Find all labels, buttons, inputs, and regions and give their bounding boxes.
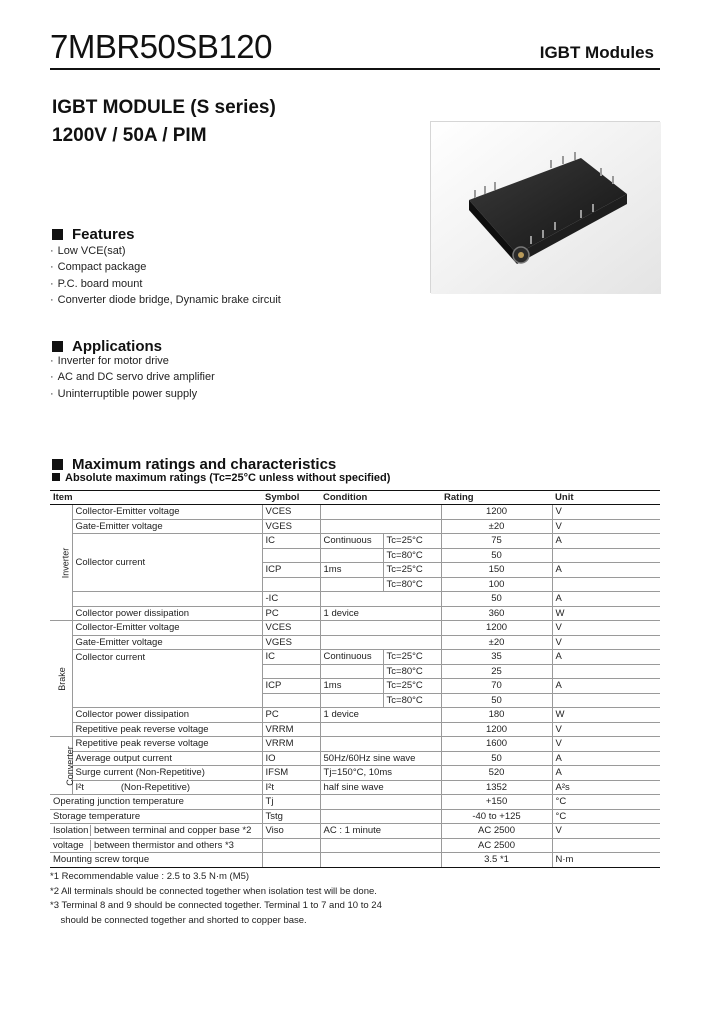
cell-unit: W	[552, 708, 660, 723]
cell-symbol: IO	[262, 751, 320, 766]
table-row	[50, 534, 660, 549]
table-row	[50, 592, 660, 607]
cell-symbol: VRRM	[262, 722, 320, 737]
cell-unit: V	[552, 737, 660, 752]
col-header-unit: Unit	[552, 491, 660, 505]
part-number: 7MBR50SB120	[50, 28, 272, 65]
cell-unit	[552, 577, 660, 592]
ratings-heading-text: Maximum ratings and characteristics	[72, 456, 337, 473]
cell-symbol	[262, 838, 320, 853]
cell-rating: 50	[441, 548, 552, 563]
cell-rating: 3.5 *1	[441, 853, 552, 868]
cell-rating: ±20	[441, 635, 552, 650]
cell-unit: V	[552, 505, 660, 520]
cell-unit: V	[552, 519, 660, 534]
cell-tc: Tc=80°C	[383, 664, 441, 679]
group-converter-label: Converter	[64, 745, 75, 786]
cell-unit: A	[552, 534, 660, 549]
cell-symbol: ICP	[262, 679, 320, 694]
cell-condition	[320, 838, 441, 853]
col-header-item: Item	[50, 491, 262, 505]
cell-unit: W	[552, 606, 660, 621]
cell-rating: 100	[441, 577, 552, 592]
cell-condition: AC : 1 minute	[320, 824, 441, 839]
cell-unit	[552, 548, 660, 563]
cell-unit: °C	[552, 795, 660, 810]
cell-symbol: IC	[262, 650, 320, 665]
table-row	[50, 780, 660, 795]
cell-condition: half sine wave	[320, 780, 441, 795]
cell-rating: 360	[441, 606, 552, 621]
cell-item: Repetitive peak reverse voltage	[72, 737, 262, 752]
cell-condition	[320, 853, 441, 868]
cell-rating: 70	[441, 679, 552, 694]
cell-item: Collector power dissipation	[72, 708, 262, 723]
cell-unit: A	[552, 766, 660, 781]
cell-rating: AC 2500	[441, 824, 552, 839]
cell-condition	[320, 722, 441, 737]
features-heading-text: Features	[72, 226, 135, 243]
cell-unit: A	[552, 751, 660, 766]
cell-item: Collector-Emitter voltage	[72, 621, 262, 636]
col-header-condition: Condition	[320, 491, 441, 505]
table-row	[50, 505, 660, 520]
module-title-line2: 1200V / 50A / PIM	[52, 125, 207, 146]
cell-unit	[552, 693, 660, 708]
cell-condition: 1ms	[320, 679, 383, 694]
cell-symbol: PC	[262, 708, 320, 723]
footnote: *2 All terminals should be connected together when isolation test will be done.	[50, 885, 377, 897]
cell-item: Average output current	[72, 751, 262, 766]
cell-item: Gate-Emitter voltage	[72, 519, 262, 534]
cell-condition	[320, 737, 441, 752]
cell-rating: 25	[441, 664, 552, 679]
cell-condition	[320, 795, 441, 810]
cell-tc: Tc=25°C	[383, 650, 441, 665]
cell-condition	[320, 664, 383, 679]
table-row	[50, 621, 660, 636]
cell-condition	[320, 635, 441, 650]
applications-list	[50, 353, 215, 402]
cell-symbol: VCES	[262, 505, 320, 520]
cell-rating: 150	[441, 563, 552, 578]
cell-rating: 1352	[441, 780, 552, 795]
cell-unit: A	[552, 563, 660, 578]
cell-rating: 1600	[441, 737, 552, 752]
cell-rating: 50	[441, 751, 552, 766]
features-list	[50, 243, 281, 308]
cell-rating: 75	[441, 534, 552, 549]
table-row	[50, 519, 660, 534]
table-row	[50, 635, 660, 650]
table-row	[50, 853, 660, 868]
cell-condition	[320, 577, 383, 592]
cell-unit: V	[552, 824, 660, 839]
cell-item	[50, 824, 262, 839]
table-row	[50, 722, 660, 737]
cell-condition	[320, 592, 441, 607]
cell-rating: ±20	[441, 519, 552, 534]
cell-tc: Tc=80°C	[383, 548, 441, 563]
cell-symbol	[262, 664, 320, 679]
module-title	[52, 94, 276, 150]
ratings-heading	[52, 456, 336, 473]
category-label: IGBT Modules	[539, 43, 654, 62]
feature-item: · Compact package	[50, 259, 281, 275]
cell-condition	[320, 548, 383, 563]
cell-condition	[320, 809, 441, 824]
cell-unit	[552, 664, 660, 679]
cell-rating: 35	[441, 650, 552, 665]
cell-unit: V	[552, 722, 660, 737]
cell-unit: A	[552, 592, 660, 607]
applications-heading-text: Applications	[72, 338, 163, 355]
cell-unit	[552, 838, 660, 853]
cell-item: Mounting screw torque	[50, 853, 262, 868]
module-title-line1: IGBT MODULE (S series)	[52, 97, 276, 118]
cell-condition: Continuous	[320, 534, 383, 549]
cell-unit: N·m	[552, 853, 660, 868]
cell-unit: A²s	[552, 780, 660, 795]
table-row	[50, 606, 660, 621]
cell-condition	[320, 519, 441, 534]
cell-symbol	[262, 548, 320, 563]
isolation-detail: between thermistor and others *3	[90, 840, 234, 851]
cell-item: Gate-Emitter voltage	[72, 635, 262, 650]
feature-item: · P.C. board mount	[50, 276, 281, 292]
features-heading	[52, 226, 135, 243]
footnote: *1 Recommendable value : 2.5 to 3.5 N·m (M5)	[50, 871, 250, 882]
cell-tc: Tc=25°C	[383, 563, 441, 578]
cell-symbol	[262, 577, 320, 592]
group-inverter-label: Inverter	[60, 547, 71, 578]
table-row	[50, 824, 660, 839]
table-row	[50, 650, 660, 665]
table-row	[50, 809, 660, 824]
cell-condition	[320, 621, 441, 636]
ratings-subheading	[52, 472, 390, 484]
cell-symbol: ICP	[262, 563, 320, 578]
table-row	[50, 838, 660, 853]
cell-item: Surge current (Non-Repetitive)	[72, 766, 262, 781]
cell-unit: A	[552, 679, 660, 694]
footnotes	[50, 870, 382, 928]
bullet-square-icon	[52, 473, 60, 481]
cell-unit: V	[552, 635, 660, 650]
cell-condition: Tj=150°C, 10ms	[320, 766, 441, 781]
cell-symbol: PC	[262, 606, 320, 621]
cell-condition: 50Hz/60Hz sine wave	[320, 751, 441, 766]
cell-symbol: VCES	[262, 621, 320, 636]
group-brake	[50, 621, 72, 737]
cell-symbol: Tj	[262, 795, 320, 810]
cell-condition: 1 device	[320, 708, 441, 723]
cell-symbol: VGES	[262, 635, 320, 650]
feature-item: · Low VCE(sat)	[50, 243, 281, 259]
cell-rating: 50	[441, 592, 552, 607]
cell-rating: 1200	[441, 621, 552, 636]
cell-tc: Tc=25°C	[383, 534, 441, 549]
cell-symbol: VRRM	[262, 737, 320, 752]
table-row	[50, 766, 660, 781]
application-item: · Uninterruptible power supply	[50, 386, 215, 402]
cell-condition: Continuous	[320, 650, 383, 665]
cell-rating: 520	[441, 766, 552, 781]
cell-item	[50, 838, 262, 853]
cell-item: Collector-Emitter voltage	[72, 505, 262, 520]
igbt-module-image	[431, 122, 661, 294]
cell-rating: -40 to +125	[441, 809, 552, 824]
cell-symbol: I²t	[262, 780, 320, 795]
cell-tc: Tc=80°C	[383, 577, 441, 592]
cell-condition: 1 device	[320, 606, 441, 621]
table-row	[50, 751, 660, 766]
cell-symbol: -IC	[262, 592, 320, 607]
footnote: *3 Terminal 8 and 9 should be connected together. Terminal 1 to 7 and 10 to 24	[50, 900, 382, 912]
cell-condition	[320, 505, 441, 520]
col-header-rating: Rating	[441, 491, 552, 505]
application-item: · AC and DC servo drive amplifier	[50, 369, 215, 385]
feature-item: · Converter diode bridge, Dynamic brake circuit	[50, 292, 281, 308]
cell-rating: 50	[441, 693, 552, 708]
table-row	[50, 708, 660, 723]
cell-symbol: Viso	[262, 824, 320, 839]
cell-rating: AC 2500	[441, 838, 552, 853]
cell-symbol: IC	[262, 534, 320, 549]
cell-rating: 1200	[441, 505, 552, 520]
cell-symbol	[262, 693, 320, 708]
cell-tc: Tc=25°C	[383, 679, 441, 694]
table-row	[50, 737, 660, 752]
bullet-square-icon	[52, 341, 63, 352]
group-converter	[50, 737, 75, 795]
cell-item	[72, 592, 262, 607]
bullet-square-icon	[52, 459, 63, 470]
footnote: should be connected together and shorted to copper base.	[50, 914, 307, 926]
bullet-square-icon	[52, 229, 63, 240]
cell-unit: V	[552, 621, 660, 636]
group-inverter	[50, 505, 72, 621]
isolation-label: voltage	[53, 839, 84, 851]
cell-symbol: Tstg	[262, 809, 320, 824]
cell-item: Collector power dissipation	[72, 606, 262, 621]
cell-item: Collector current	[72, 650, 262, 708]
application-item: · Inverter for motor drive	[50, 353, 215, 369]
cell-unit: °C	[552, 809, 660, 824]
cell-rating: 180	[441, 708, 552, 723]
title-rule	[50, 68, 660, 70]
cell-condition: 1ms	[320, 563, 383, 578]
cell-item: Operating junction temperature	[50, 795, 262, 810]
ratings-table	[50, 490, 660, 868]
col-header-symbol: Symbol	[262, 491, 320, 505]
isolation-label: Isolation	[53, 825, 89, 837]
cell-rating: +150	[441, 795, 552, 810]
cell-item: Repetitive peak reverse voltage	[72, 722, 262, 737]
cell-item: I²t (Non-Repetitive)	[72, 780, 262, 795]
cell-condition	[320, 693, 383, 708]
ratings-subheading-text: Absolute maximum ratings (Tc=25°C unless without specified)	[65, 472, 391, 484]
cell-unit: A	[552, 650, 660, 665]
cell-tc: Tc=80°C	[383, 693, 441, 708]
cell-item: Storage temperature	[50, 809, 262, 824]
group-brake-label: Brake	[56, 666, 67, 691]
cell-rating: 1200	[441, 722, 552, 737]
cell-symbol: IFSM	[262, 766, 320, 781]
cell-item: Collector current	[72, 534, 262, 592]
table-header-row	[50, 491, 660, 505]
table-row	[50, 795, 660, 810]
cell-symbol: VGES	[262, 519, 320, 534]
isolation-detail: between terminal and copper base *2	[90, 825, 251, 836]
product-photo	[430, 121, 660, 293]
cell-symbol	[262, 853, 320, 868]
